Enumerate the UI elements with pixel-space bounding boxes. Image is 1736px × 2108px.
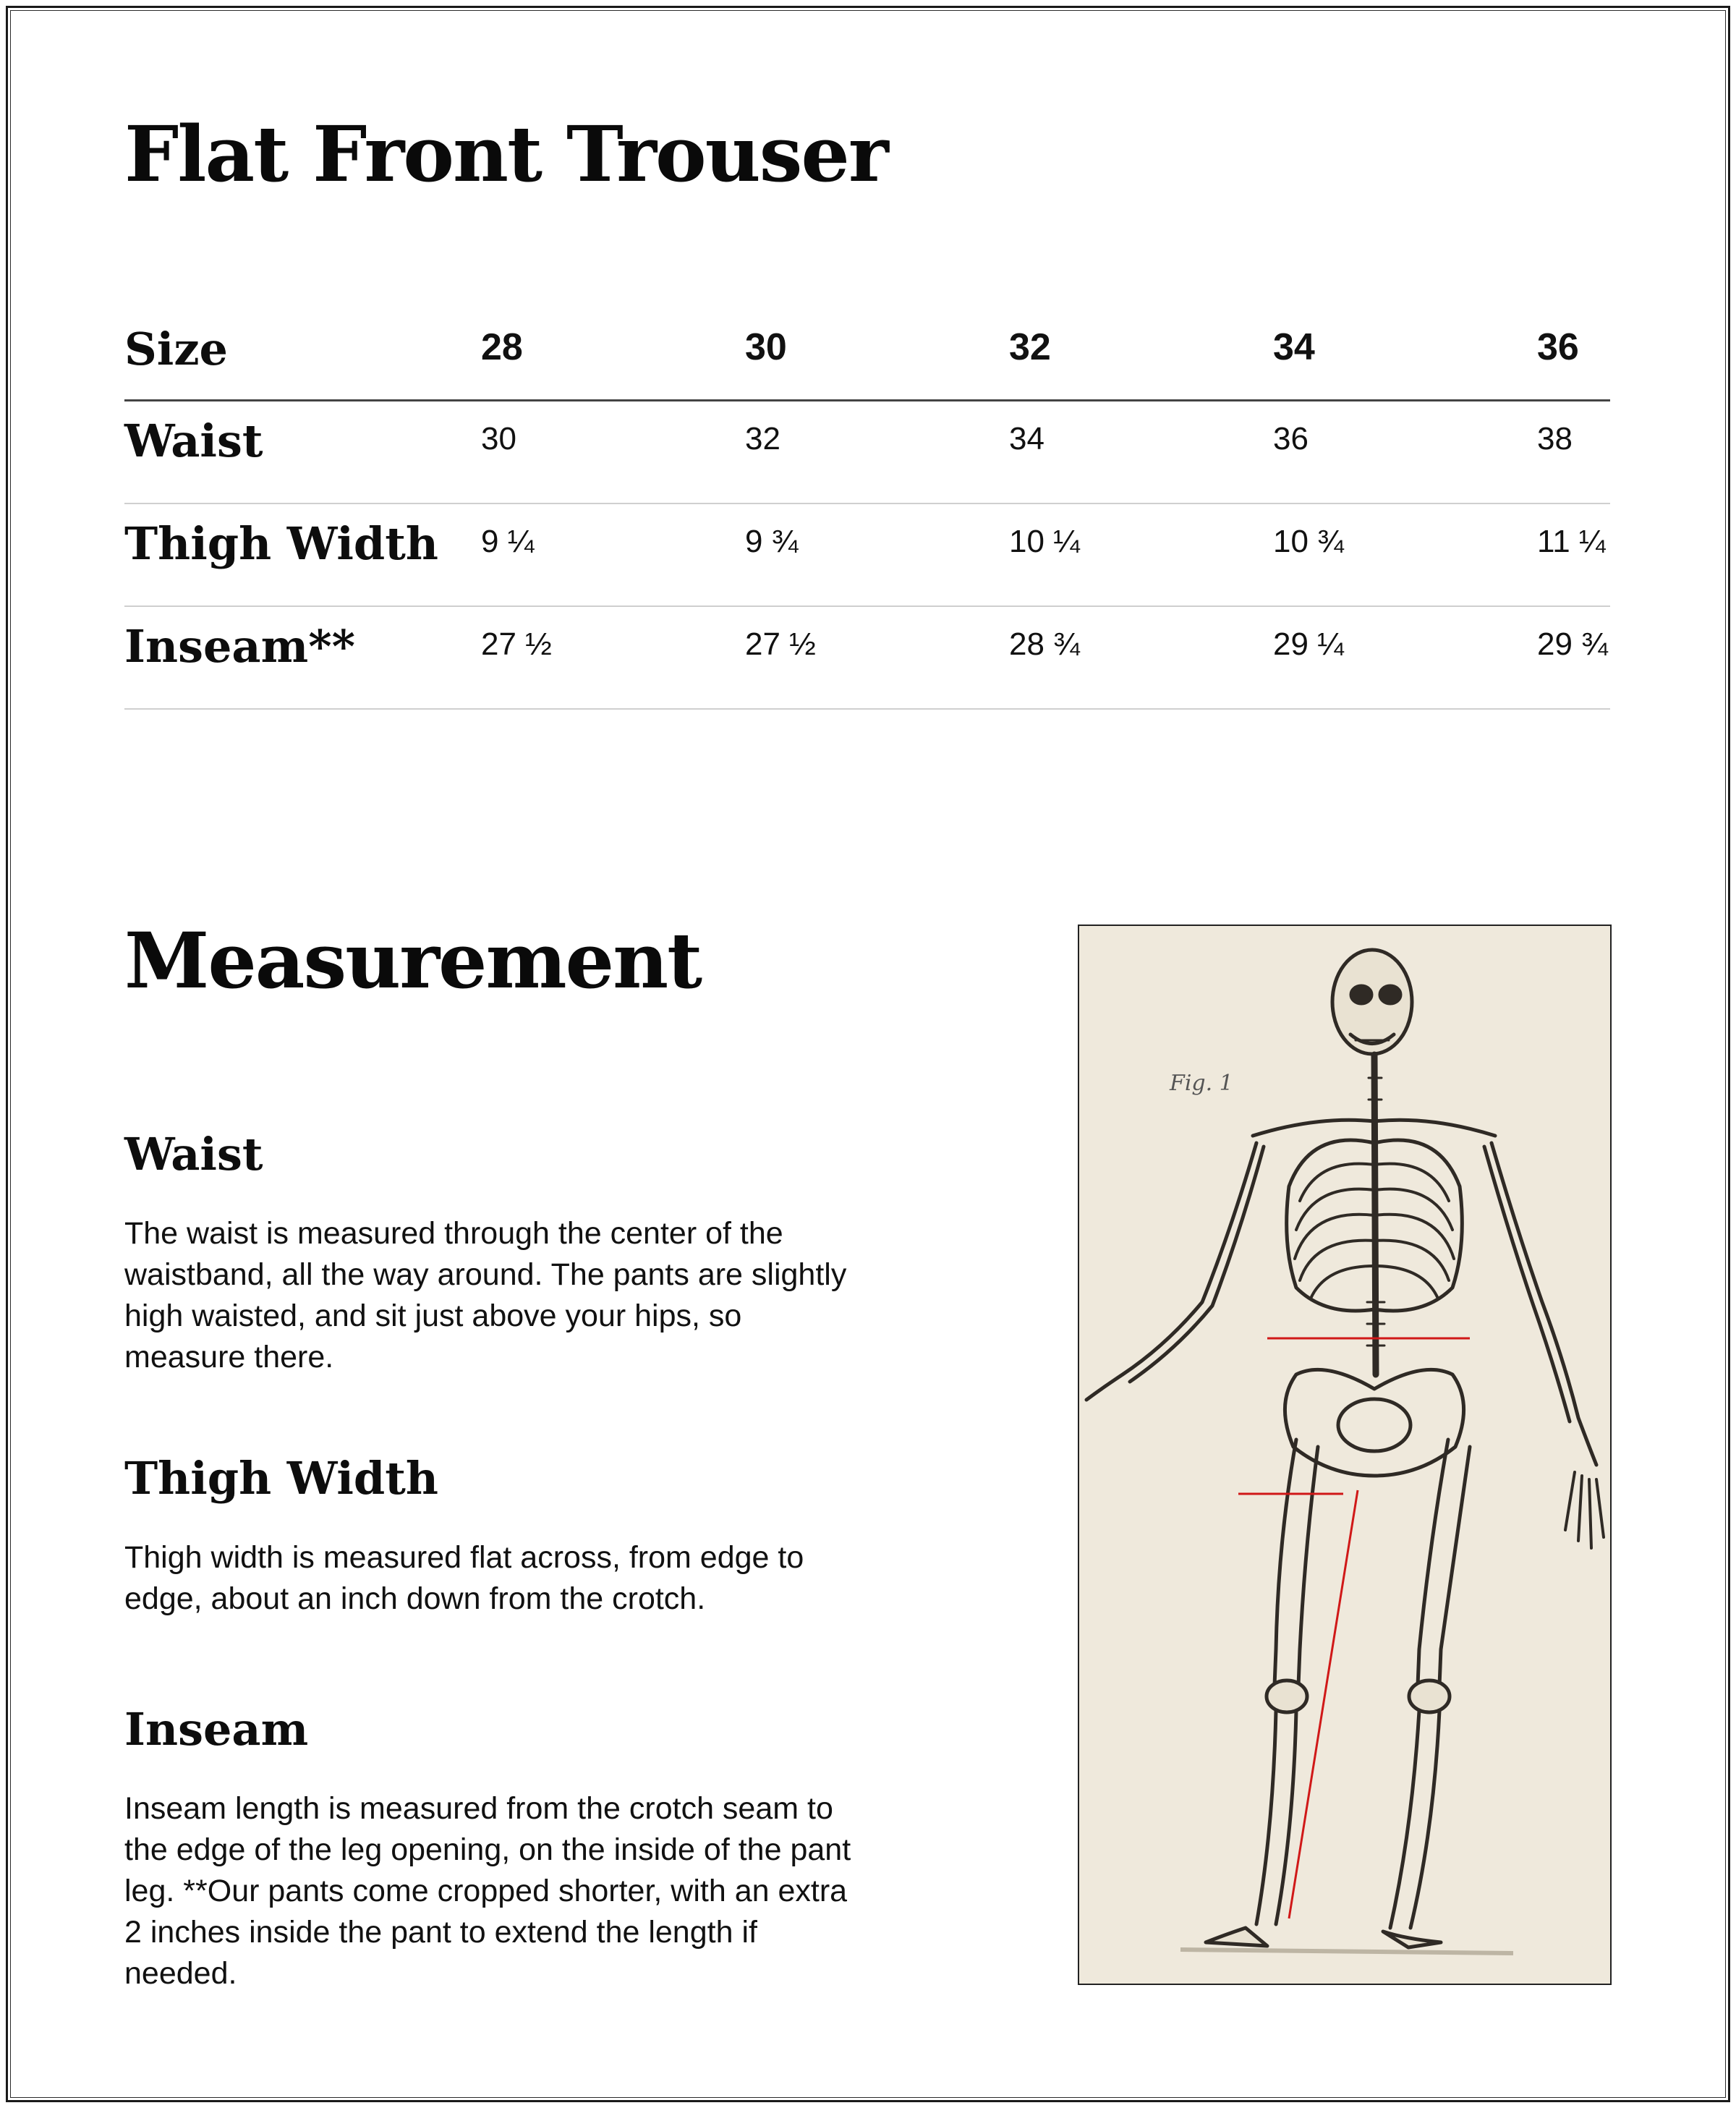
row-label: Inseam** <box>124 620 356 673</box>
row-label: Thigh Width <box>124 517 438 570</box>
table-cell: 11 ¼ <box>1537 524 1606 559</box>
table-row-thigh-width <box>124 504 1610 607</box>
table-cell: 36 <box>1273 421 1309 456</box>
table-cell: 38 <box>1537 421 1573 456</box>
waist-section <box>124 1128 869 1378</box>
thigh-width-description: Thigh width is measured flat across, from edge to edge, about an inch down from the crotch. <box>124 1540 804 1616</box>
table-cell: 27 ½ <box>745 626 816 662</box>
table-row-inseam <box>124 607 1610 710</box>
row-label: Waist <box>124 415 263 467</box>
size-header-row <box>124 318 1610 401</box>
table-cell: 10 ¼ <box>1009 524 1080 559</box>
table-cell: 29 ¾ <box>1537 626 1608 662</box>
page-title: Flat Front Trouser <box>124 109 888 199</box>
table-cell: 10 ¾ <box>1273 524 1344 559</box>
size-header-cell: 30 <box>745 326 787 368</box>
table-cell: 32 <box>745 421 780 456</box>
inseam-section <box>124 1703 869 1994</box>
table-cell: 9 ¼ <box>481 524 535 559</box>
skeleton-drawing <box>1079 926 1612 1985</box>
table-cell: 28 ¾ <box>1009 626 1080 662</box>
inseam-heading: Inseam <box>124 1703 309 1756</box>
table-cell: 34 <box>1009 421 1044 456</box>
table-cell: 27 ½ <box>481 626 552 662</box>
size-header-cell: 32 <box>1009 326 1051 368</box>
size-table <box>124 318 1610 710</box>
thigh-width-section <box>124 1452 869 1620</box>
inseam-description: Inseam length is measured from the crotch seam to the edge of the leg opening, on the inside of the pant leg. **Our pants come cropped shorter, with an extra 2 inches inside the pant to extend the length if needed. <box>124 1791 851 1991</box>
measurement-title: Measurement <box>124 915 702 1006</box>
figure-caption: Fig. 1 <box>1170 1071 1233 1096</box>
table-cell: 9 ¾ <box>745 524 799 559</box>
table-row-waist <box>124 401 1610 504</box>
table-cell: 30 <box>481 421 516 456</box>
size-header-cell: 28 <box>481 326 523 368</box>
size-header-cell: 34 <box>1273 326 1315 368</box>
size-header-label: Size <box>124 323 228 375</box>
table-cell: 29 ¼ <box>1273 626 1344 662</box>
thigh-width-heading: Thigh Width <box>124 1452 438 1505</box>
waist-description: The waist is measured through the center of the waistband, all the way around. The pants are slightly high waisted, and sit just above your hips, so measure there. <box>124 1216 847 1374</box>
size-header-cell: 36 <box>1537 326 1579 368</box>
skeleton-illustration <box>1078 925 1612 1985</box>
waist-heading: Waist <box>124 1128 263 1181</box>
